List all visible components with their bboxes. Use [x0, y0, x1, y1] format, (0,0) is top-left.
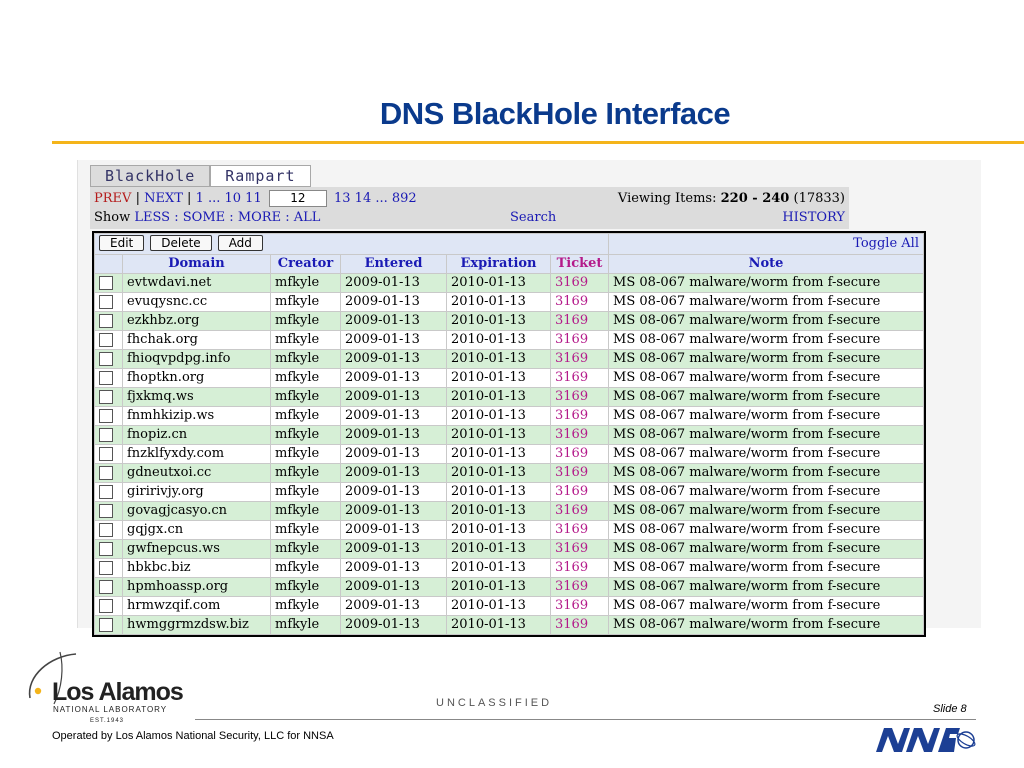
cell-entered: 2009-01-13	[341, 293, 447, 312]
cell-creator: mfkyle	[271, 559, 341, 578]
row-checkbox-cell	[95, 597, 123, 616]
row-checkbox-cell	[95, 407, 123, 426]
cell-expiration: 2010-01-13	[447, 407, 551, 426]
show-less-link[interactable]: LESS	[134, 210, 171, 225]
cell-creator: mfkyle	[271, 388, 341, 407]
show-all-link[interactable]: ALL	[293, 210, 321, 225]
table-row[interactable]	[95, 445, 924, 464]
cell-domain: evuqysnc.cc	[123, 293, 271, 312]
cell-domain: fhchak.org	[123, 331, 271, 350]
cell-entered: 2009-01-13	[341, 502, 447, 521]
logo-subtitle: NATIONAL LABORATORY	[53, 705, 168, 714]
viewing-label: Viewing Items:	[617, 191, 717, 206]
cell-expiration: 2010-01-13	[447, 597, 551, 616]
cell-domain: fhioqvpdpg.info	[123, 350, 271, 369]
cell-expiration: 2010-01-13	[447, 445, 551, 464]
row-checkbox-cell	[95, 369, 123, 388]
cell-creator: mfkyle	[271, 521, 341, 540]
table-row[interactable]	[95, 331, 924, 350]
logo-est: EST.1943	[90, 718, 125, 724]
domain-table	[92, 231, 926, 637]
cell-note: MS 08-067 malware/worm from f-secure	[609, 483, 924, 502]
viewing-items	[618, 189, 845, 208]
cell-entered: 2009-01-13	[341, 350, 447, 369]
row-checkbox[interactable]	[99, 561, 113, 575]
row-checkbox[interactable]	[99, 371, 113, 385]
row-checkbox[interactable]	[99, 295, 113, 309]
footer-rule	[195, 719, 976, 720]
cell-entered: 2009-01-13	[341, 464, 447, 483]
column-header-domain[interactable]: Domain	[123, 255, 271, 274]
show-more-link[interactable]: MORE	[237, 210, 282, 225]
cell-creator: mfkyle	[271, 616, 341, 635]
row-checkbox[interactable]	[99, 409, 113, 423]
cell-entered: 2009-01-13	[341, 426, 447, 445]
cell-expiration: 2010-01-13	[447, 540, 551, 559]
cell-domain: ezkhbz.org	[123, 312, 271, 331]
cell-entered: 2009-01-13	[341, 483, 447, 502]
cell-creator: mfkyle	[271, 445, 341, 464]
row-checkbox-cell	[95, 350, 123, 369]
cell-note: MS 08-067 malware/worm from f-secure	[609, 350, 924, 369]
cell-note: MS 08-067 malware/worm from f-secure	[609, 388, 924, 407]
tab-bar	[90, 165, 311, 187]
cell-ticket[interactable]: 3169	[551, 407, 609, 426]
cell-entered: 2009-01-13	[341, 312, 447, 331]
row-checkbox-cell	[95, 274, 123, 293]
cell-creator: mfkyle	[271, 369, 341, 388]
cell-ticket[interactable]: 3169	[551, 293, 609, 312]
cell-domain: hpmhoassp.org	[123, 578, 271, 597]
edit-button[interactable]: Edit	[99, 235, 144, 251]
row-checkbox[interactable]	[99, 485, 113, 499]
table-row[interactable]	[95, 426, 924, 445]
cell-domain: giririvjy.org	[123, 483, 271, 502]
cell-ticket[interactable]: 3169	[551, 274, 609, 293]
toggle-all-link[interactable]: Toggle All	[609, 234, 924, 255]
page-number-input[interactable]: 12	[269, 190, 327, 207]
cell-ticket[interactable]: 3169	[551, 445, 609, 464]
cell-expiration: 2010-01-13	[447, 312, 551, 331]
cell-entered: 2009-01-13	[341, 274, 447, 293]
table-row[interactable]	[95, 312, 924, 331]
cell-note: MS 08-067 malware/worm from f-secure	[609, 426, 924, 445]
cell-entered: 2009-01-13	[341, 616, 447, 635]
classification-label: UNCLASSIFIED	[436, 697, 553, 709]
cell-domain: gdneutxoi.cc	[123, 464, 271, 483]
row-checkbox-cell	[95, 559, 123, 578]
row-checkbox[interactable]	[99, 618, 113, 632]
cell-creator: mfkyle	[271, 464, 341, 483]
row-checkbox-cell	[95, 483, 123, 502]
cell-creator: mfkyle	[271, 597, 341, 616]
row-checkbox-cell	[95, 426, 123, 445]
cell-note: MS 08-067 malware/worm from f-secure	[609, 616, 924, 635]
cell-ticket[interactable]: 3169	[551, 559, 609, 578]
table-row[interactable]	[95, 464, 924, 483]
cell-ticket[interactable]: 3169	[551, 350, 609, 369]
cell-ticket[interactable]: 3169	[551, 312, 609, 331]
cell-entered: 2009-01-13	[341, 369, 447, 388]
cell-note: MS 08-067 malware/worm from f-secure	[609, 445, 924, 464]
cell-domain: fnzklfyxdy.com	[123, 445, 271, 464]
cell-ticket[interactable]: 3169	[551, 502, 609, 521]
table-row[interactable]	[95, 616, 924, 635]
cell-domain: govagjcasyo.cn	[123, 502, 271, 521]
table-row[interactable]	[95, 407, 924, 426]
row-checkbox[interactable]	[99, 466, 113, 480]
row-checkbox-cell	[95, 502, 123, 521]
row-checkbox[interactable]	[99, 352, 113, 366]
cell-entered: 2009-01-13	[341, 597, 447, 616]
separator: |	[135, 191, 140, 206]
cell-note: MS 08-067 malware/worm from f-secure	[609, 502, 924, 521]
cell-note: MS 08-067 malware/worm from f-secure	[609, 312, 924, 331]
cell-expiration: 2010-01-13	[447, 464, 551, 483]
title-rule	[52, 141, 1024, 144]
cell-creator: mfkyle	[271, 426, 341, 445]
checkbox-column-header	[95, 255, 123, 274]
table-row[interactable]	[95, 274, 924, 293]
cell-note: MS 08-067 malware/worm from f-secure	[609, 559, 924, 578]
toolbar-buttons	[95, 234, 609, 255]
cell-entered: 2009-01-13	[341, 445, 447, 464]
tab-rampart[interactable]: Rampart	[210, 165, 310, 187]
cell-expiration: 2010-01-13	[447, 559, 551, 578]
cell-domain: fnopiz.cn	[123, 426, 271, 445]
cell-domain: fjxkmq.ws	[123, 388, 271, 407]
table-row[interactable]	[95, 578, 924, 597]
cell-note: MS 08-067 malware/worm from f-secure	[609, 369, 924, 388]
separator: :	[174, 210, 179, 225]
cell-ticket[interactable]: 3169	[551, 331, 609, 350]
row-checkbox-cell	[95, 331, 123, 350]
cell-domain: evtwdavi.net	[123, 274, 271, 293]
operated-by-text: Operated by Los Alamos National Security, LLC for NNSA	[52, 730, 334, 742]
show-row	[94, 208, 845, 227]
cell-note: MS 08-067 malware/worm from f-secure	[609, 597, 924, 616]
prev-link[interactable]: PREV	[94, 191, 132, 206]
cell-expiration: 2010-01-13	[447, 483, 551, 502]
blackhole-screenshot	[77, 160, 981, 632]
show-some-link[interactable]: SOME	[182, 210, 226, 225]
cell-domain: hrmwzqif.com	[123, 597, 271, 616]
pager-row	[94, 189, 845, 208]
pages-before-links[interactable]: 1 ... 10 11	[195, 191, 262, 206]
row-checkbox[interactable]	[99, 390, 113, 404]
row-checkbox[interactable]	[99, 428, 113, 442]
row-checkbox[interactable]	[99, 542, 113, 556]
cell-expiration: 2010-01-13	[447, 369, 551, 388]
cell-ticket[interactable]: 3169	[551, 388, 609, 407]
cell-creator: mfkyle	[271, 312, 341, 331]
next-link[interactable]: NEXT	[144, 191, 183, 206]
cell-creator: mfkyle	[271, 483, 341, 502]
table-toolbar	[95, 234, 924, 255]
separator: |	[187, 191, 192, 206]
row-checkbox-cell	[95, 578, 123, 597]
los-alamos-logo	[20, 648, 190, 726]
cell-ticket[interactable]: 3169	[551, 521, 609, 540]
row-checkbox[interactable]	[99, 599, 113, 613]
cell-creator: mfkyle	[271, 578, 341, 597]
column-header-note[interactable]: Note	[609, 255, 924, 274]
cell-domain: fnmhkizip.ws	[123, 407, 271, 426]
separator: :	[285, 210, 290, 225]
table-row[interactable]	[95, 559, 924, 578]
cell-creator: mfkyle	[271, 274, 341, 293]
row-checkbox[interactable]	[99, 447, 113, 461]
cell-expiration: 2010-01-13	[447, 274, 551, 293]
table-row[interactable]	[95, 521, 924, 540]
cell-entered: 2009-01-13	[341, 388, 447, 407]
table-header	[95, 255, 924, 274]
cell-expiration: 2010-01-13	[447, 293, 551, 312]
viewing-total: (17833)	[793, 191, 845, 206]
row-checkbox-cell	[95, 312, 123, 331]
column-header-creator[interactable]: Creator	[271, 255, 341, 274]
cell-expiration: 2010-01-13	[447, 521, 551, 540]
pager-bar	[90, 187, 849, 229]
row-checkbox-cell	[95, 464, 123, 483]
separator: :	[229, 210, 234, 225]
cell-domain: fhoptkn.org	[123, 369, 271, 388]
cell-entered: 2009-01-13	[341, 578, 447, 597]
cell-note: MS 08-067 malware/worm from f-secure	[609, 464, 924, 483]
cell-domain: gqjgx.cn	[123, 521, 271, 540]
cell-entered: 2009-01-13	[341, 407, 447, 426]
cell-creator: mfkyle	[271, 350, 341, 369]
row-checkbox[interactable]	[99, 580, 113, 594]
cell-ticket[interactable]: 3169	[551, 616, 609, 635]
row-checkbox[interactable]	[99, 523, 113, 537]
cell-expiration: 2010-01-13	[447, 616, 551, 635]
column-header-ticket[interactable]: Ticket	[551, 255, 609, 274]
table-row[interactable]	[95, 540, 924, 559]
row-checkbox[interactable]	[99, 314, 113, 328]
column-header-entered[interactable]: Entered	[341, 255, 447, 274]
row-checkbox-cell	[95, 445, 123, 464]
history-link[interactable]: HISTORY	[782, 210, 845, 225]
cell-entered: 2009-01-13	[341, 331, 447, 350]
slide-title: DNS BlackHole Interface	[379, 96, 731, 131]
cell-expiration: 2010-01-13	[447, 350, 551, 369]
table-row[interactable]	[95, 350, 924, 369]
cell-domain: hwmggrmzdsw.biz	[123, 616, 271, 635]
cell-expiration: 2010-01-13	[447, 426, 551, 445]
row-checkbox-cell	[95, 521, 123, 540]
cell-ticket[interactable]: 3169	[551, 426, 609, 445]
row-checkbox[interactable]	[99, 276, 113, 290]
row-checkbox-cell	[95, 616, 123, 635]
cell-ticket[interactable]: 3169	[551, 597, 609, 616]
cell-ticket[interactable]: 3169	[551, 540, 609, 559]
row-checkbox[interactable]	[99, 504, 113, 518]
cell-ticket[interactable]: 3169	[551, 464, 609, 483]
cell-note: MS 08-067 malware/worm from f-secure	[609, 331, 924, 350]
logo-name: Los Alamos	[52, 678, 183, 706]
cell-creator: mfkyle	[271, 540, 341, 559]
table-row[interactable]	[95, 369, 924, 388]
row-checkbox-cell	[95, 540, 123, 559]
table-row[interactable]	[95, 502, 924, 521]
cell-ticket[interactable]: 3169	[551, 369, 609, 388]
table-row[interactable]	[95, 597, 924, 616]
delete-button[interactable]: Delete	[150, 235, 211, 251]
cell-expiration: 2010-01-13	[447, 388, 551, 407]
cell-creator: mfkyle	[271, 331, 341, 350]
pages-after-links[interactable]: 13 14 ... 892	[334, 191, 417, 206]
table-row[interactable]	[95, 483, 924, 502]
cell-note: MS 08-067 malware/worm from f-secure	[609, 293, 924, 312]
row-checkbox-cell	[95, 388, 123, 407]
cell-note: MS 08-067 malware/worm from f-secure	[609, 540, 924, 559]
show-label: Show	[94, 210, 131, 225]
cell-creator: mfkyle	[271, 293, 341, 312]
cell-creator: mfkyle	[271, 502, 341, 521]
viewing-range: 220 - 240	[720, 191, 790, 206]
search-link[interactable]: Search	[510, 210, 557, 225]
cell-expiration: 2010-01-13	[447, 502, 551, 521]
cell-ticket[interactable]: 3169	[551, 483, 609, 502]
cell-domain: hbkbc.biz	[123, 559, 271, 578]
tab-blackhole[interactable]: BlackHole	[90, 165, 210, 187]
cell-note: MS 08-067 malware/worm from f-secure	[609, 407, 924, 426]
table-row[interactable]	[95, 388, 924, 407]
cell-expiration: 2010-01-13	[447, 578, 551, 597]
cell-note: MS 08-067 malware/worm from f-secure	[609, 521, 924, 540]
cell-expiration: 2010-01-13	[447, 331, 551, 350]
cell-domain: gwfnepcus.ws	[123, 540, 271, 559]
table-row[interactable]	[95, 293, 924, 312]
cell-entered: 2009-01-13	[341, 559, 447, 578]
cell-creator: mfkyle	[271, 407, 341, 426]
nnsa-logo-icon	[872, 726, 976, 754]
column-header-expiration[interactable]: Expiration	[447, 255, 551, 274]
cell-entered: 2009-01-13	[341, 521, 447, 540]
cell-note: MS 08-067 malware/worm from f-secure	[609, 274, 924, 293]
cell-ticket[interactable]: 3169	[551, 578, 609, 597]
row-checkbox-cell	[95, 293, 123, 312]
slide-number: Slide 8	[933, 703, 967, 715]
cell-entered: 2009-01-13	[341, 540, 447, 559]
cell-note: MS 08-067 malware/worm from f-secure	[609, 578, 924, 597]
row-checkbox[interactable]	[99, 333, 113, 347]
add-button[interactable]: Add	[218, 235, 263, 251]
